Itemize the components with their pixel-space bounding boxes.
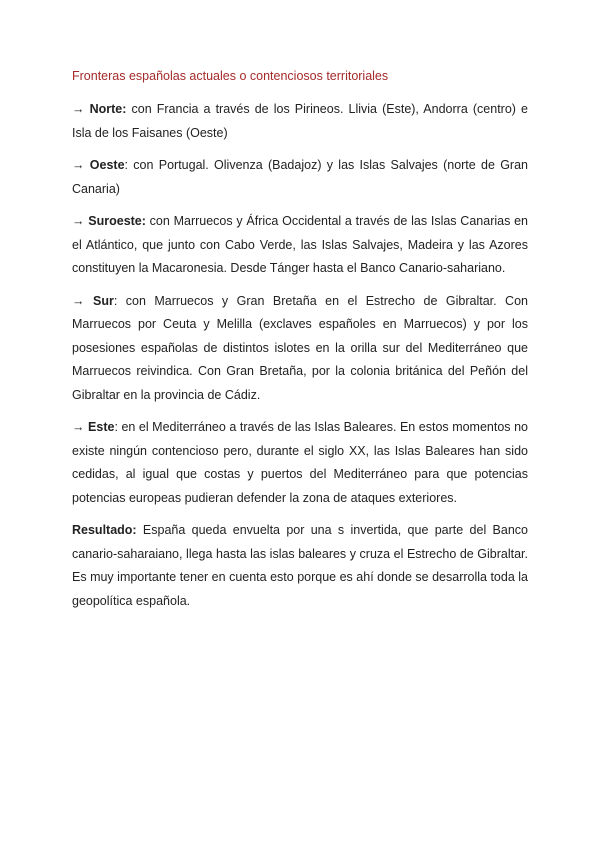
arrow-icon: →: [72, 214, 89, 228]
paragraph-oeste: [72, 154, 528, 201]
arrow-icon: →: [72, 102, 90, 116]
paragraph-heading: [72, 294, 114, 308]
heading-text: Norte:: [89, 102, 127, 116]
heading-text: Suroeste:: [88, 214, 146, 228]
paragraph-text: España queda envuelta por una s invertida, que parte del Banco canario-saharaiano, llega hasta las islas baleares y cruza el Estrecho de Gibraltar. Es muy importante tener en cuenta esto porque es ahí donde se desarrolla toda la geopolítica española.: [72, 523, 528, 608]
heading-text: Oeste: [89, 158, 125, 172]
paragraph-este: [72, 416, 528, 510]
paragraph-heading: [72, 102, 126, 116]
paragraph-heading: [72, 523, 137, 537]
paragraph-text: : con Portugal. Olivenza (Badajoz) y las Islas Salvajes (norte de Gran Canaria): [72, 158, 528, 196]
paragraph-text: : en el Mediterráneo a través de las Islas Baleares. En estos momentos no existe ningún contencioso pero, durante el siglo XX, las Islas Baleares han sido cedidas, al igual que costas y puertos del Mediterráneo para que potencias potencias europeas pudieran defender la zona de ataques exteriores.: [72, 420, 528, 505]
paragraph-text: con Marruecos y África Occidental a través de las Islas Canarias en el Atlántico, que junto con Cabo Verde, las Islas Salvajes, Madeira y las Azores constituyen la Macaronesia. Desde Tánger hasta el Banco Canario-sahariano.: [72, 214, 528, 275]
paragraph-text: : con Marruecos y Gran Bretaña en el Estrecho de Gibraltar. Con Marruecos por Ceuta y Melilla (exclaves españoles en Marruecos) y por los posesiones españolas de distintos islotes en la orilla sur del Mediterráneo que Marruecos reivindica. Con Gran Bretaña, por la colonia británica del Peñón del Gibraltar en la provincia de Cádiz.: [72, 293, 528, 402]
paragraph-text: con Francia a través de los Pirineos. Llivia (Este), Andorra (centro) e Isla de los Faisanes (Oeste): [72, 102, 528, 140]
paragraph-suroeste: [72, 210, 528, 281]
paragraph-heading: [72, 158, 125, 172]
paragraph-heading: [72, 214, 146, 228]
heading-text: Sur: [92, 293, 114, 308]
heading-text: Este: [88, 420, 115, 434]
paragraph-norte: [72, 98, 528, 145]
arrow-icon: →: [72, 293, 93, 308]
document-title: Fronteras españolas actuales o contenciosos territoriales: [72, 69, 389, 83]
paragraph-sur: [72, 290, 528, 408]
arrow-icon: →: [72, 420, 89, 434]
arrow-icon: →: [72, 158, 90, 172]
paragraph-resultado: [72, 519, 528, 613]
paragraph-heading: [72, 420, 114, 434]
heading-text: Resultado:: [72, 523, 137, 537]
